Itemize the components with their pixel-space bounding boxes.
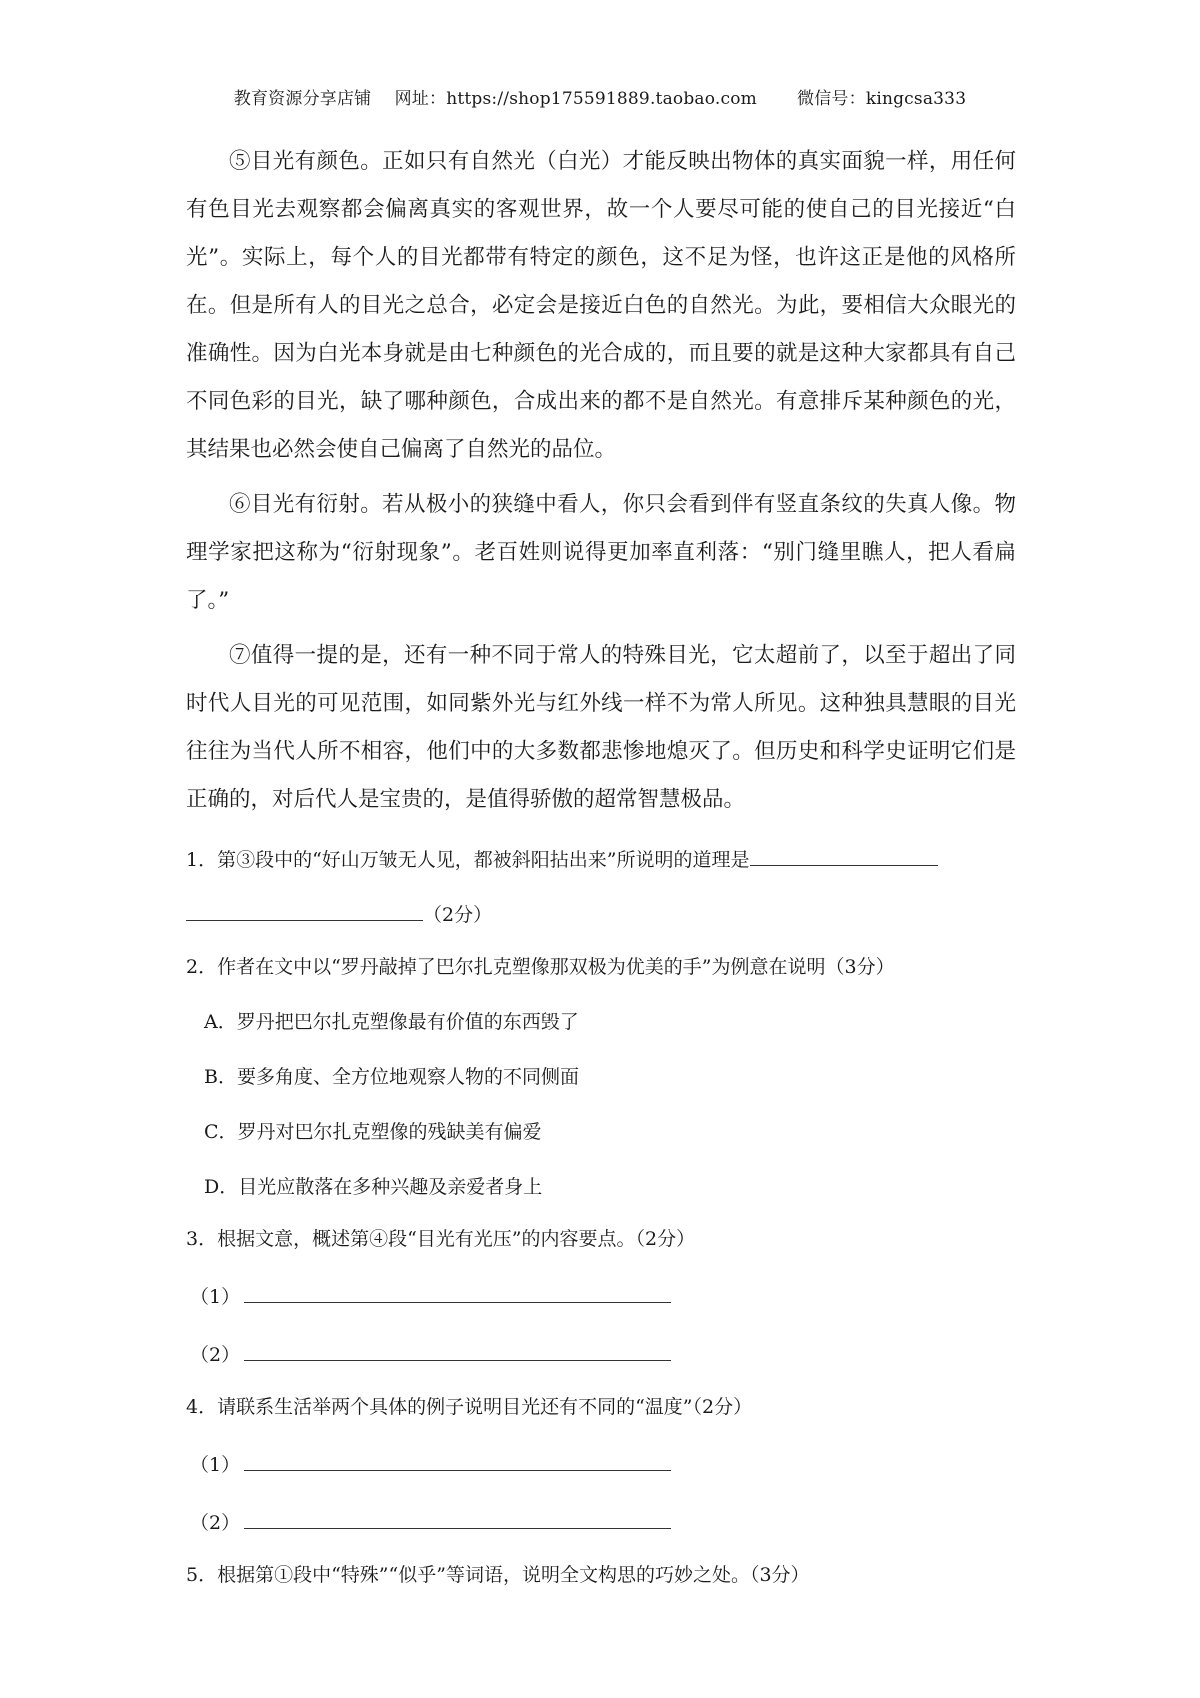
question-3-sub-1 (190, 1280, 1016, 1311)
question-3 (186, 1225, 1016, 1369)
answer-blank[interactable] (244, 1506, 671, 1529)
page-header (0, 84, 1200, 109)
question-4-stem: 4．请联系生活举两个具体的例子说明目光还有不同的“温度”（2分） (186, 1396, 753, 1418)
question-3-sub-2 (190, 1338, 1016, 1369)
question-4 (186, 1393, 1016, 1537)
question-2 (186, 953, 1016, 1201)
header-wechat: 微信号：kingcsa333 (797, 89, 967, 109)
header-website: 网址：https://shop175591889.taobao.com (394, 89, 757, 109)
question-1-score: （2分） (423, 904, 493, 926)
paragraph-7: ⑦值得一提的是，还有一种不同于常人的特殊目光，它太超前了，以至于超出了同时代人目光的可见范围，如同紫外光与红外线一样不为常人所见。这种独具慧眼的目光往往为当代人所不相容，他们中的大多数都悲惨地熄灭了。但历史和科学史证明它们是正确的，对后代人是宝贵的，是值得骄傲的超常智慧极品。 (186, 643, 1016, 812)
answer-blank[interactable] (244, 1448, 671, 1471)
document-body (186, 138, 1016, 1589)
answer-blank[interactable] (750, 843, 938, 866)
option-c[interactable]: C．罗丹对巴尔扎克塑像的残缺美有偏爱 (204, 1121, 542, 1143)
option-b[interactable]: B．要多角度、全方位地观察人物的不同侧面 (204, 1066, 579, 1088)
sub-label: （1） (190, 1454, 241, 1476)
paragraph-5: ⑤目光有颜色。正如只有自然光（白光）才能反映出物体的真实面貌一样，用任何有色目光去观察都会偏离真实的客观世界，故一个人要尽可能的使自己的目光接近“白光”。实际上，每个人的目光都带有特定的颜色，这不足为怪，也许这正是他的风格所在。但是所有人的目光之总合，必定会是接近白色的自然光。为此，要相信大众眼光的准确性。因为白光本身就是由七种颜色的光合成的，而且要的就是这种大家都具有自己不同色彩的目光，缺了哪种颜色，合成出来的都不是自然光。有意排斥某种颜色的光，其结果也必然会使自己偏离了自然光的品位。 (186, 149, 1016, 462)
question-1-line (186, 843, 1016, 874)
question-5 (186, 1561, 1016, 1589)
option-a[interactable]: A．罗丹把巴尔扎克塑像最有价值的东西毁了 (204, 1011, 579, 1033)
sub-label: （2） (190, 1512, 241, 1534)
question-1-stem: 1．第③段中的“好山万皱无人见，都被斜阳拈出来”所说明的道理是 (186, 849, 750, 871)
sub-label: （1） (190, 1286, 241, 1308)
question-1-continuation (186, 898, 1016, 929)
answer-blank[interactable] (186, 898, 423, 921)
question-3-stem: 3．根据文意，概述第④段“目光有光压”的内容要点。（2分） (186, 1228, 696, 1250)
question-1 (186, 843, 1016, 929)
answer-blank[interactable] (244, 1338, 671, 1361)
question-2-stem: 2．作者在文中以“罗丹敲掉了巴尔扎克塑像那双极为优美的手”为例意在说明（3分） (186, 956, 895, 978)
question-5-stem: 5．根据第①段中“特殊”“似乎”等词语，说明全文构思的巧妙之处。（3分） (186, 1564, 810, 1586)
question-4-sub-2 (190, 1506, 1016, 1537)
header-shop-name: 教育资源分享店铺 (233, 89, 372, 109)
answer-blank[interactable] (244, 1280, 671, 1303)
sub-label: （2） (190, 1344, 241, 1366)
option-d[interactable]: D．目光应散落在多种兴趣及亲爱者身上 (204, 1176, 543, 1198)
question-4-sub-1 (190, 1448, 1016, 1479)
paragraph-6: ⑥目光有衍射。若从极小的狭缝中看人，你只会看到伴有竖直条纹的失真人像。物理学家把这称为“衍射现象”。老百姓则说得更加率直利落：“别门缝里瞧人，把人看扁了。” (186, 492, 1016, 613)
